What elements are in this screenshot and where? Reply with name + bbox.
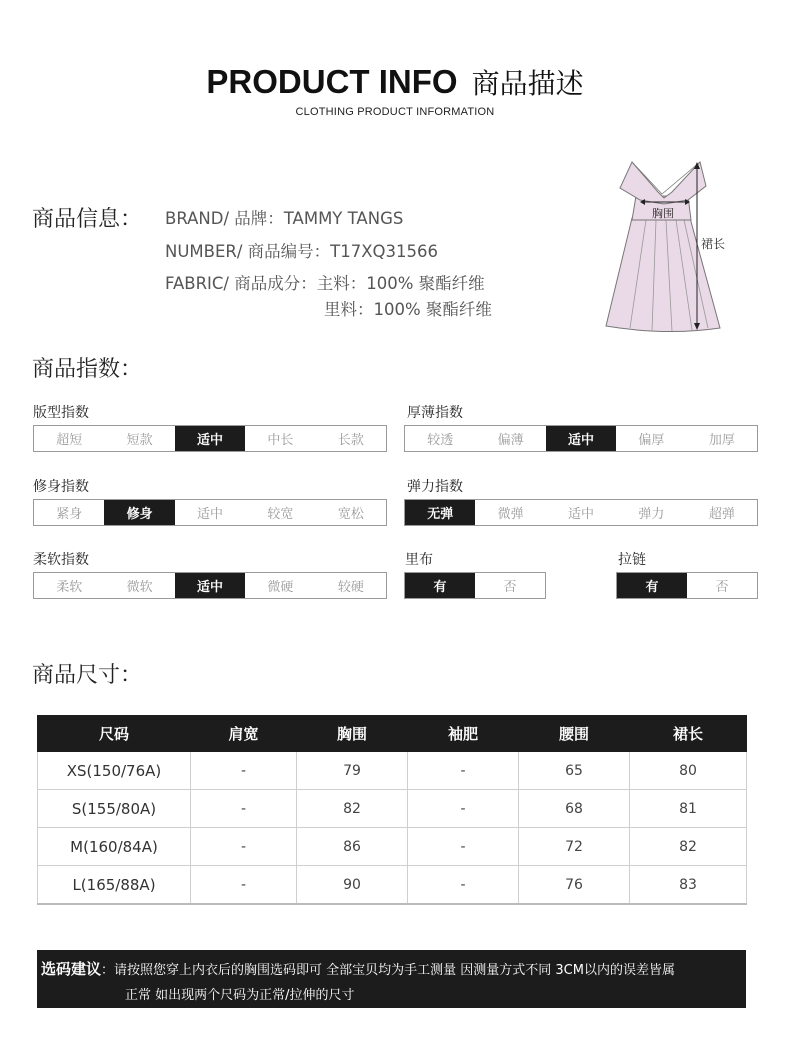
column-header: 尺码 — [38, 716, 191, 752]
table-cell: - — [408, 790, 519, 828]
index-option: 无弹 — [405, 500, 475, 525]
index-option: 紧身 — [56, 507, 83, 522]
table-cell: 72 — [519, 828, 630, 866]
page-subtitle: CLOTHING PRODUCT INFORMATION — [295, 106, 495, 118]
index-option: 适中 — [546, 426, 616, 451]
table-cell: M(160/84A) — [38, 828, 191, 866]
size-table-header — [38, 716, 747, 752]
index-scale-fit — [33, 425, 387, 452]
column-header: 腰围 — [519, 716, 630, 752]
index-label-zipper: 拉链 — [618, 552, 646, 568]
index-label-stretch: 弹力指数 — [407, 479, 463, 495]
index-option: 加厚 — [708, 433, 735, 448]
index-option: 微弹 — [497, 507, 524, 522]
table-cell: - — [191, 752, 297, 790]
length-label: 裙长 — [701, 237, 726, 251]
title-english: PRODUCT INFO — [206, 63, 458, 100]
table-cell: 82 — [297, 790, 408, 828]
column-header: 裙长 — [630, 716, 747, 752]
lining-line: 里料：100% 聚酯纤维 — [324, 300, 492, 319]
table-cell: 83 — [630, 866, 747, 905]
table-cell: L(165/88A) — [38, 866, 191, 905]
table-cell: 82 — [630, 828, 747, 866]
index-scale-lining — [404, 572, 546, 599]
table-cell: 76 — [519, 866, 630, 905]
index-scale-zipper — [616, 572, 758, 599]
index-option: 柔软 — [56, 580, 83, 595]
size-advice-line1: ：请按照您穿上内衣后的胸围选码即可 全部宝贝均为手工测量 因测量方式不同 3CM以内的误差皆属 — [101, 963, 675, 978]
index-option: 修身 — [104, 500, 174, 525]
column-header: 胸围 — [297, 716, 408, 752]
table-cell: - — [191, 828, 297, 866]
index-scale-stretch — [404, 499, 758, 526]
size-advice-key: 选码建议 — [41, 960, 102, 978]
index-option: 微硬 — [267, 580, 294, 595]
table-cell: - — [408, 866, 519, 905]
index-label-lining: 里布 — [405, 552, 433, 568]
table-cell: 79 — [297, 752, 408, 790]
index-option: 适中 — [568, 507, 595, 522]
index-option: 有 — [405, 573, 475, 598]
index-label-softness: 柔软指数 — [33, 552, 89, 568]
size-advice-note — [37, 950, 746, 1008]
index-label-thickness: 厚薄指数 — [407, 405, 463, 421]
index-option: 适中 — [175, 426, 245, 451]
table-cell: - — [191, 790, 297, 828]
index-option: 否 — [503, 580, 517, 595]
chest-label: 胸围 — [652, 207, 674, 220]
index-scale-slim — [33, 499, 387, 526]
fabric-line: FABRIC/ 商品成分：主料：100% 聚酯纤维 — [165, 274, 485, 293]
table-cell: 68 — [519, 790, 630, 828]
index-option: 否 — [715, 580, 729, 595]
index-scale-thickness — [404, 425, 758, 452]
index-heading: 商品指数： — [32, 357, 143, 382]
index-option: 宽松 — [337, 507, 364, 522]
table-cell: 81 — [630, 790, 747, 828]
size-advice-line2: 正常 如出现两个尺码为正常/拉伸的尺寸 — [125, 988, 355, 1003]
number-line: NUMBER/ 商品编号：T17XQ31566 — [165, 242, 439, 261]
column-header: 袖肥 — [408, 716, 519, 752]
index-option: 有 — [617, 573, 687, 598]
index-option: 长款 — [337, 433, 364, 448]
table-cell: 86 — [297, 828, 408, 866]
index-label-fit: 版型指数 — [33, 405, 89, 421]
index-option: 微软 — [126, 580, 153, 595]
table-cell: S(155/80A) — [38, 790, 191, 828]
index-option: 较透 — [427, 433, 454, 448]
index-option: 较硬 — [337, 580, 364, 595]
size-table — [37, 715, 747, 905]
index-option: 偏厚 — [638, 433, 665, 448]
table-row — [38, 866, 747, 905]
index-scale-softness — [33, 572, 387, 599]
index-option: 弹力 — [638, 507, 665, 522]
table-cell: 80 — [630, 752, 747, 790]
table-cell: XS(150/76A) — [38, 752, 191, 790]
table-cell: 65 — [519, 752, 630, 790]
page-title — [0, 62, 790, 102]
size-heading: 商品尺寸： — [32, 663, 143, 688]
dress-measurement-figure — [596, 158, 756, 338]
table-cell: 90 — [297, 866, 408, 905]
table-row — [38, 828, 747, 866]
index-option: 短款 — [126, 433, 153, 448]
index-option: 超弹 — [708, 507, 735, 522]
brand-line: BRAND/ 品牌：TAMMY TANGS — [165, 209, 404, 228]
table-cell: - — [191, 866, 297, 905]
table-cell: - — [408, 752, 519, 790]
table-cell: - — [408, 828, 519, 866]
table-row — [38, 752, 747, 790]
index-option: 较宽 — [267, 507, 294, 522]
index-option: 偏薄 — [497, 433, 524, 448]
index-option: 适中 — [175, 573, 245, 598]
table-row — [38, 790, 747, 828]
index-option: 适中 — [197, 507, 224, 522]
info-heading: 商品信息： — [32, 207, 143, 232]
index-label-slim: 修身指数 — [33, 479, 89, 495]
index-option: 中长 — [267, 433, 294, 448]
column-header: 肩宽 — [191, 716, 297, 752]
title-chinese: 商品描述 — [471, 67, 584, 100]
index-option: 超短 — [56, 433, 83, 448]
